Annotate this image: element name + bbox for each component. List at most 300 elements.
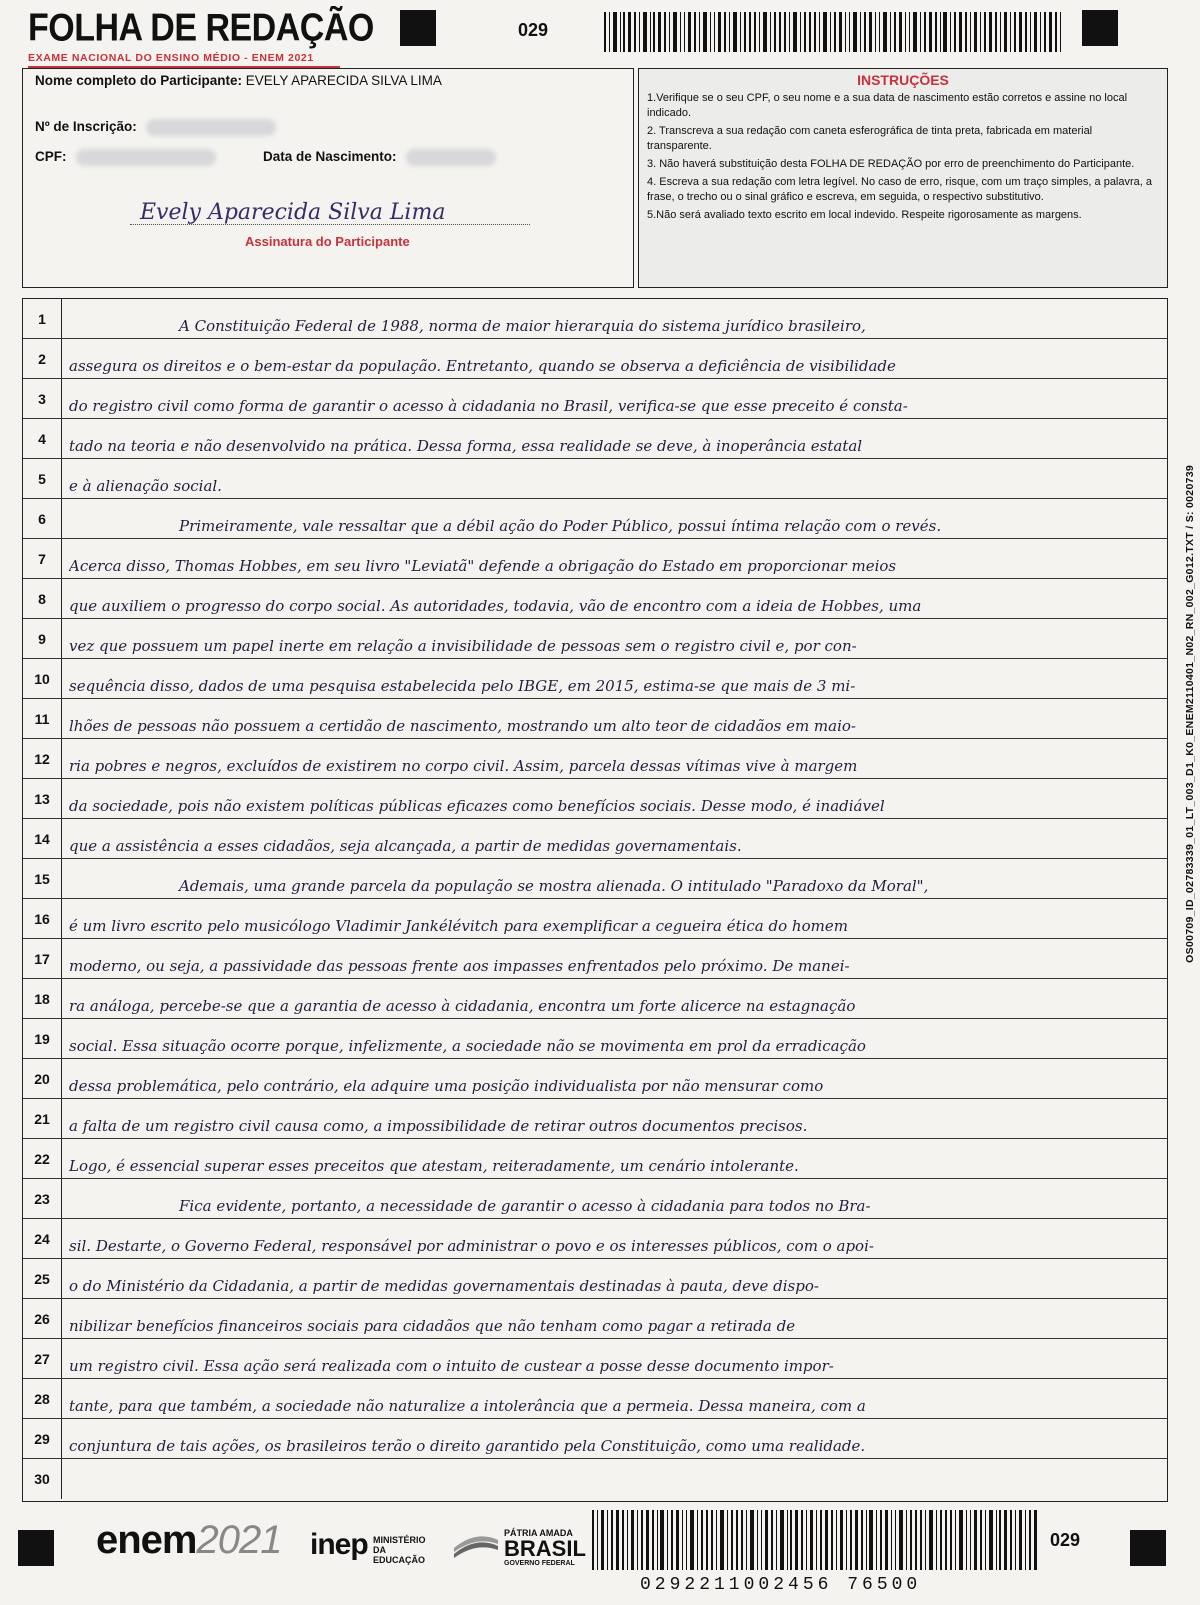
essay-line [23,539,1167,579]
essay-line [23,1379,1167,1419]
top-barcode [604,12,1064,52]
barcode-bar [771,1510,773,1570]
handwritten-text: da sociedade, pois não existem políticas públicas eficazes como benefícios sociais. Desse modo, é inadiável [69,797,885,815]
line-number: 15 [23,859,62,898]
participant-signature: Evely Aparecida Silva Lima [140,200,446,225]
handwritten-text: Logo, é essencial superar esses preceitos que atestam, reiteradamente, um cenário intolerante. [69,1157,799,1175]
barcode-bar [680,12,681,52]
barcode-bar [840,1510,844,1570]
barcode-bar [845,12,847,52]
barcode-bar [890,12,891,52]
barcode-bar [694,12,696,52]
bottom-barcode [592,1510,1040,1570]
line-number: 8 [23,579,62,618]
barcode-bar [913,12,917,52]
barcode-bar [727,1510,728,1570]
barcode-bar [935,12,937,52]
barcode-bar [959,1510,963,1570]
barcode-bar [711,1510,713,1570]
barcode-bar [658,12,661,52]
barcode-bar [920,1510,922,1570]
barcode-bar [1044,12,1046,52]
barcode-bar [823,12,827,52]
barcode-bar [795,1510,798,1570]
barcode-bar [846,1510,847,1570]
essay-line [23,1299,1167,1339]
barcode-bar [607,1510,608,1570]
essay-line [23,459,1167,499]
barcode-bar [616,1510,619,1570]
barcode-bar [754,12,756,52]
barcode-bar [974,1510,977,1570]
barcode-bar [831,1510,833,1570]
barcode-bar [746,1510,747,1570]
barcode-bar [894,12,896,52]
barcode-bar [950,12,951,52]
line-number: 5 [23,459,62,498]
barcode-bar [950,1510,952,1570]
line-number: 12 [23,739,62,778]
barcode-bar [995,12,997,52]
barcode-bar [604,12,606,52]
barcode-bar [853,12,857,52]
barcode-bar [1014,12,1016,52]
barcode-bar [1034,12,1038,52]
handwritten-text: Primeiramente, vale ressaltar que a débil ação do Poder Público, possui íntima relação com o revés. [179,517,942,535]
barcode-bar [980,12,981,52]
barcode-bar [790,1510,792,1570]
barcode-bar [740,12,741,52]
barcode-bar [761,1510,763,1570]
barcode-bar [876,1510,877,1570]
signature-line [130,224,530,225]
barcode-bar [718,12,721,52]
barcode-bar [1025,1510,1026,1570]
redacted-field [406,149,496,166]
barcode-bar [1004,12,1008,52]
essay-line [23,699,1167,739]
handwritten-text: social. Essa situação ocorre porque, infelizmente, a sociedade não se movimenta em prol da erradicação [69,1037,866,1055]
line-number: 7 [23,539,62,578]
handwritten-text: vez que possuem um papel inerte em relação a invisibilidade de pessoas sem o registro civil e, por con- [69,637,857,655]
barcode-bar [634,12,636,52]
essay-line [23,1419,1167,1459]
barcode-bar [814,12,816,52]
line-number: 27 [23,1339,62,1378]
barcode-bar [597,1510,598,1570]
barcode-bar [849,12,850,52]
barcode-bar [866,1510,867,1570]
essay-line [23,419,1167,459]
page-title: FOLHA DE REDAÇÃO [28,6,374,50]
barcode-bar [899,1510,903,1570]
barcode-bar [1029,1510,1031,1570]
handwritten-text: moderno, ou seja, a passividade das pessoas frente aos impasses enfrentados pelo próximo. De manei- [69,957,850,975]
barcode-bar [592,1510,594,1570]
essay-line [23,819,1167,859]
essay-line [23,619,1167,659]
line-number: 22 [23,1139,62,1178]
barcode-bar [906,1510,907,1570]
barcode-bar [714,12,716,52]
barcode-bar [1049,12,1052,52]
barcode-bar [920,12,921,52]
line-number: 28 [23,1379,62,1418]
essay-lines [22,298,1168,1502]
barcode-bar [925,1510,926,1570]
barcode-bar [860,12,861,52]
essay-line [23,1019,1167,1059]
handwritten-text: Ademais, uma grande parcela da população se mostra alienada. O intitulado "Paradoxo da Moral", [179,877,929,895]
handwritten-text: A Constituição Federal de 1988, norma de maior hierarquia do sistema jurídico brasileiro, [179,317,866,335]
essay-line [23,379,1167,419]
barcode-bar [936,1510,937,1570]
line-number: 2 [23,339,62,378]
handwritten-text: ra análoga, percebe-se que a garantia de acesso à cidadania, encontra um forte alicerce na estagnação [69,997,856,1015]
line-number: 23 [23,1179,62,1218]
barcode-bar [613,12,617,52]
line-number: 25 [23,1259,62,1298]
essay-line [23,739,1167,779]
barcode-bar [1060,12,1061,52]
essay-line [23,779,1167,819]
handwritten-text: tante, para que também, a sociedade não naturalize a intolerância que a permeia. Dessa maneira, com a [69,1397,866,1415]
barcode-bar [779,12,782,52]
barcode-bar [880,1510,882,1570]
barcode-bar [627,1510,628,1570]
barcode-bar [1019,12,1022,52]
barcode-bar [637,1510,638,1570]
barcode-bar [879,12,880,52]
barcode-bar [611,1510,613,1570]
handwritten-text: sequência disso, dados de uma pesquisa estabelecida pelo IBGE, em 2015, estima-se que mais de 3 mi- [69,677,856,695]
essay-line [23,499,1167,539]
line-number: 3 [23,379,62,418]
essay-line [23,1139,1167,1179]
barcode-bar [915,1510,918,1570]
barcode-bar [686,1510,687,1570]
barcode-bar [750,1510,754,1570]
handwritten-text: que a assistência a esses cidadãos, seja alcançada, a partir de medidas governamentais. [69,837,742,855]
line-number: 10 [23,659,62,698]
registration-mark [1130,1530,1166,1566]
barcode-bar [601,1510,605,1570]
instruction-item: 3. Não haverá substituição desta FOLHA DE REDAÇÃO por erro de preenchimento do Participante. [647,158,1135,170]
essay-line [23,579,1167,619]
barcode-bar [816,1510,817,1570]
barcode-bar [703,12,707,52]
barcode-bar [684,12,686,52]
handwritten-text: ria pobres e negros, excluídos de existirem no corpo civil. Assim, parcela dessas vítimas vive à margem [69,757,858,775]
line-number: 16 [23,899,62,938]
line-number: 14 [23,819,62,858]
line-number: 4 [23,419,62,458]
barcode-bar [974,12,978,52]
barcode-bar [966,1510,967,1570]
barcode-bar [623,12,625,52]
essay-line [23,1059,1167,1099]
barcode-bar [875,12,877,52]
essay-line [23,299,1167,339]
barcode-bar [899,12,902,52]
barcode-bar [653,12,655,52]
barcode-bar [710,12,711,52]
exam-subtitle: EXAME NACIONAL DO ENSINO MÉDIO - ENEM 2021 [28,52,314,64]
barcode-bar [905,12,907,52]
barcode-bar [809,12,812,52]
barcode-bar [834,12,836,52]
barcode-bar [641,1510,643,1570]
signature-label: Assinatura do Participante [245,234,410,249]
barcode-bar [688,12,691,52]
instruction-item: 5.Não será avaliado texto escrito em local indevido. Respeite rigorosamente as margens. [647,209,1082,221]
barcode-bar [1034,1510,1037,1570]
essay-line [23,659,1167,699]
redacted-field [76,149,216,166]
barcode-bar [820,1510,822,1570]
line-number: 11 [23,699,62,738]
instruction-item: 1.Verifique se o seu CPF, o seu nome e a sua data de nascimento estão corretos e assine no local indicado. [647,92,1128,119]
barcode-bar [940,12,941,52]
barcode-bar [1040,12,1041,52]
handwritten-text: nibilizar benefícios financeiros sociais para cidadãos que não tenham como pagar a retirada de [69,1317,796,1335]
essay-line [23,1099,1167,1139]
barcode-bar [667,1510,668,1570]
barcode-bar [780,1510,784,1570]
registration-mark [1082,10,1118,46]
barcode-bar [736,1510,739,1570]
handwritten-text: que auxiliem o progresso do corpo social. As autoridades, todavia, vão de encontro com a ideia de Hobbes, uma [69,597,922,615]
handwritten-text: dessa problemática, pelo contrário, ela adquire uma posição individualista por não mensurar como [69,1077,824,1095]
barcode-bar [864,12,866,52]
barcode-bar [850,1510,852,1570]
line-number: 29 [23,1419,62,1458]
barcode-bar [810,1510,814,1570]
handwritten-text: conjuntura de tais ações, os brasileiros terão o direito garantido pela Constituição, como uma realidade. [69,1437,866,1455]
barcode-bar [1055,12,1057,52]
barcode-number: 0292211002456 76500 [640,1575,922,1595]
barcode-bar [800,12,801,52]
barcode-bar [720,1510,724,1570]
brasil-flag-icon [452,1530,500,1562]
ministry-logo: MINISTÉRIO DA EDUCAÇÃO [373,1535,426,1565]
line-number: 20 [23,1059,62,1098]
essay-line [23,339,1167,379]
participant-box [22,68,634,288]
enem-logo: enem2021 [96,1518,282,1562]
handwritten-text: Fica evidente, portanto, a necessidade de garantir o acesso à cidadania para todos no Bra- [179,1197,871,1215]
essay-line [23,1179,1167,1219]
barcode-bar [970,1510,972,1570]
barcode-bar [825,1510,828,1570]
line-number: 6 [23,499,62,538]
barcode-bar [643,12,647,52]
barcode-bar [765,1510,768,1570]
barcode-bar [855,1510,858,1570]
barcode-bar [1019,1510,1023,1570]
line-number: 24 [23,1219,62,1258]
barcode-bar [759,12,760,52]
barcode-bar [660,1510,664,1570]
barcode-bar [806,1510,807,1570]
barcode-bar [869,1510,873,1570]
line-number: 26 [23,1299,62,1338]
side-code: OS00709_ID_02783339_01_LT_003_D1_K0_ENEM2110401_N02_RN_002_G012.TXT / S: 0020739 [1184,465,1196,963]
barcode-bar [984,12,986,52]
instructions-title: INSTRUÇÕES [857,72,949,88]
line-number: 18 [23,979,62,1018]
barcode-bar [885,1510,888,1570]
registration-mark [18,1530,54,1566]
registration-mark [400,10,436,46]
essay-line [23,1459,1167,1499]
barcode-bar [910,1510,912,1570]
birth-label: Data de Nascimento: [263,149,397,165]
line-number: 1 [23,299,62,338]
handwritten-text: Acerca disso, Thomas Hobbes, em seu livro "Leviatã" defende a obrigação do Estado em proporcionar meios [69,557,897,575]
line-number: 9 [23,619,62,658]
barcode-bar [891,1510,893,1570]
barcode-bar [970,12,971,52]
barcode-bar [999,1510,1001,1570]
barcode-bar [836,1510,837,1570]
line-number: 17 [23,939,62,978]
barcode-bar [801,1510,803,1570]
redacted-field [146,119,276,136]
footer-sheet-number: 029 [1050,1530,1081,1550]
line-number: 13 [23,779,62,818]
barcode-bar [716,1510,717,1570]
barcode-bar [671,1510,673,1570]
inep-logo: inep [310,1528,368,1561]
barcode-bar [839,12,842,52]
barcode-bar [869,12,872,52]
handwritten-text: sil. Destarte, o Governo Federal, responsável por administrar o povo e os interesses públicos, com o apoi- [69,1237,874,1255]
barcode-bar [729,12,730,52]
barcode-bar [787,1510,788,1570]
barcode-bar [673,12,677,52]
barcode-bar [1000,12,1001,52]
barcode-bar [789,12,790,52]
brasil-logo: PÁTRIA AMADA BRASIL GOVERNO FEDERAL [504,1528,586,1567]
line-number: 21 [23,1099,62,1138]
barcode-bar [774,12,776,52]
barcode-bar [955,1510,956,1570]
barcode-bar [909,12,910,52]
essay-line [23,859,1167,899]
barcode-bar [622,1510,624,1570]
instruction-item: 4. Escreva a sua redação com letra legível. No caso de erro, risque, com um traço simples, a palavra, a frase, o trecho ou o sinal gráfico e escreva, em seguida, o respectivo substitutivo. [647,176,1153,203]
barcode-bar [699,12,700,52]
barcode-bar [733,12,737,52]
barcode-bar [609,12,610,52]
barcode-bar [741,1510,743,1570]
barcode-bar [895,1510,896,1570]
barcode-bar [676,1510,679,1570]
barcode-bar [628,12,631,52]
handwritten-text: e à alienação social. [69,477,222,495]
barcode-bar [697,1510,698,1570]
essay-line [23,1259,1167,1299]
essay-line [23,1219,1167,1259]
essay-line [23,899,1167,939]
name-value: EVELY APARECIDA SILVA LIMA [245,73,442,88]
cpf-label: CPF: [35,149,67,165]
barcode-bar [996,1510,997,1570]
barcode-bar [989,12,992,52]
barcode-bar [1010,12,1011,52]
barcode-bar [731,1510,733,1570]
barcode-bar [639,12,640,52]
barcode-bar [770,12,771,52]
barcode-bar [763,12,767,52]
name-label: Nome completo do Participante: [35,73,243,88]
barcode-bar [701,1510,703,1570]
barcode-bar [883,12,887,52]
inscricao-label: Nº de Inscrição: [35,119,137,135]
barcode-bar [943,12,947,52]
barcode-bar [819,12,820,52]
barcode-bar [980,1510,982,1570]
barcode-bar [861,1510,863,1570]
barcode-bar [1015,1510,1016,1570]
handwritten-text: um registro civil. Essa ação será realizada com o intuito de custear a posse desse documento impor- [69,1357,834,1375]
barcode-bar [793,12,797,52]
barcode-bar [744,12,746,52]
instruction-item: 2. Transcreva a sua redação com caneta esferográfica de tinta preta, fabricada em material transparente. [647,125,1093,152]
line-number: 30 [23,1459,62,1499]
barcode-bar [669,12,670,52]
barcode-bar [929,12,932,52]
barcode-bar [954,12,956,52]
handwritten-text: do registro civil como forma de garantir o acesso à cidadania no Brasil, verifica-se que esse preceito é consta- [69,397,908,415]
handwritten-text: a falta de um registro civil causa como, a impossibilidade de retirar outros documentos precisos. [69,1117,808,1135]
barcode-bar [646,1510,649,1570]
barcode-bar [776,1510,777,1570]
barcode-bar [620,12,621,52]
barcode-bar [650,12,651,52]
instructions-box [638,68,1168,288]
essay-line [23,1339,1167,1379]
handwritten-text: tado na teoria e não desenvolvido na prática. Dessa forma, essa realidade se deve, à inoperância estatal [69,437,863,455]
barcode-bar [985,1510,986,1570]
sheet-number: 029 [518,20,549,40]
barcode-bar [690,1510,694,1570]
barcode-bar [989,1510,993,1570]
barcode-bar [749,12,752,52]
barcode-bar [1010,1510,1012,1570]
barcode-bar [924,12,926,52]
essay-line [23,939,1167,979]
barcode-bar [1004,1510,1007,1570]
barcode-bar [631,1510,635,1570]
barcode-bar [706,1510,709,1570]
barcode-bar [959,12,962,52]
barcode-bar [1030,12,1031,52]
barcode-bar [945,1510,948,1570]
barcode-bar [724,12,726,52]
handwritten-text: o do Ministério da Cidadania, a partir de medidas governamentais destinadas à pauta, deve dispo- [69,1277,819,1295]
barcode-bar [804,12,806,52]
handwritten-text: é um livro escrito pelo musicólogo Vladimir Jankélévitch para exemplificar a cegueira ética do homem [69,917,848,935]
barcode-bar [664,12,666,52]
barcode-bar [682,1510,684,1570]
barcode-bar [965,12,967,52]
handwritten-text: assegura os direitos e o bem-estar da população. Entretanto, quando se observa a deficiência de visibilidade [69,357,896,375]
barcode-bar [784,12,786,52]
barcode-bar [830,12,831,52]
barcode-bar [657,1510,658,1570]
